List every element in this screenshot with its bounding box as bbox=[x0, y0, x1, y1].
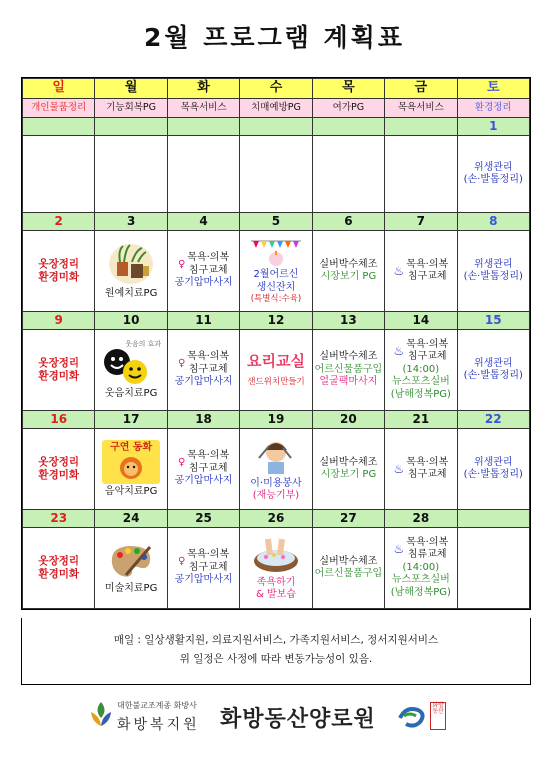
sub-thu: 여가PG bbox=[312, 99, 384, 118]
sun-cell: 옷장정리 환경미화 bbox=[23, 528, 95, 609]
week2-dates: 2 3 4 5 6 7 8 bbox=[23, 213, 530, 231]
day-mon: 월 bbox=[95, 79, 167, 99]
birthday-banner-icon bbox=[249, 237, 303, 267]
sub-tue: 목욕서비스 bbox=[167, 99, 239, 118]
female-symbol-icon: ♀ bbox=[177, 555, 186, 567]
week3-body bbox=[23, 330, 530, 411]
wed-cell: 2월어르신 생신잔치 (특별식:수육) bbox=[240, 231, 312, 312]
wed-cell: 족욕하기 & 발보습 bbox=[240, 528, 312, 609]
sun-cell: 옷장정리 환경미화 bbox=[23, 330, 95, 411]
bath-icon: ♨ bbox=[393, 263, 405, 278]
hair-salon-icon bbox=[251, 436, 301, 476]
week5-dates: 23 24 25 26 27 28 bbox=[23, 510, 530, 528]
mon-cell: 원예치료PG bbox=[95, 231, 167, 312]
female-symbol-icon: ♀ bbox=[177, 357, 186, 369]
org-subtitle: 대한불교조계종 화방사 bbox=[117, 701, 197, 710]
week1-body bbox=[23, 136, 530, 213]
smiley-icon bbox=[101, 346, 157, 386]
day-sat: 토 bbox=[457, 79, 529, 99]
mon-cell: 구연 동화 음악치료PG bbox=[95, 429, 167, 510]
sub-sun: 개인물품정리 bbox=[23, 99, 95, 118]
sun-cell: 옷장정리 환경미화 bbox=[23, 231, 95, 312]
seal-stamp: 화방동산 bbox=[430, 702, 446, 730]
tue-cell: ♀ 목욕·의복 침구교체 공기압마사지 bbox=[167, 429, 239, 510]
sat-cell: 위생관리 (손·발톱정리) bbox=[457, 136, 529, 213]
tue-cell: ♀ 목욕·의복 침구교체 공기압마사지 bbox=[167, 330, 239, 411]
sub-wed: 치매예방PG bbox=[240, 99, 312, 118]
facility-name: 화방동산양로원 bbox=[220, 707, 376, 732]
paint-palette-icon bbox=[106, 541, 156, 581]
day-thu: 목 bbox=[312, 79, 384, 99]
week3-dates: 9 10 11 12 13 14 15 bbox=[23, 312, 530, 330]
bath-icon: ♨ bbox=[393, 461, 405, 476]
sat-cell bbox=[457, 528, 529, 609]
sub-sat: 환경정리 bbox=[457, 99, 529, 118]
tue-cell: ♀ 목욕·의복 침구교체 공기압마사지 bbox=[167, 231, 239, 312]
lotus-logo-icon bbox=[88, 700, 114, 730]
foot-bath-icon bbox=[250, 535, 302, 575]
weekday-header-row bbox=[23, 79, 530, 99]
bath-icon: ♨ bbox=[393, 343, 405, 358]
sat-cell: 위생관리 (손·발톱정리) bbox=[457, 231, 529, 312]
fri-cell: ♨ 목욕·의복 침구교체 bbox=[385, 429, 457, 510]
mon-cell: 웃음의 효과 웃음치료PG bbox=[95, 330, 167, 411]
female-symbol-icon: ♀ bbox=[177, 258, 186, 270]
sub-fri: 목욕서비스 bbox=[385, 99, 457, 118]
week2-body bbox=[23, 231, 530, 312]
thu-cell: 실버박수체조 어르신물품구입 얼굴팩마사지 bbox=[312, 330, 384, 411]
plant-pot-icon bbox=[108, 242, 154, 286]
footer-notes bbox=[21, 618, 531, 685]
thu-cell: 실버박수체조 시장보기 PG bbox=[312, 429, 384, 510]
day-wed: 수 bbox=[240, 79, 312, 99]
brand-bar bbox=[0, 694, 549, 744]
thu-cell: 실버박수체조 시장보기 PG bbox=[312, 231, 384, 312]
page-title: 2월 프로그램 계획표 bbox=[143, 23, 405, 52]
female-symbol-icon: ♀ bbox=[177, 456, 186, 468]
bath-icon: ♨ bbox=[393, 541, 405, 556]
day-sun: 일 bbox=[23, 79, 95, 99]
week5-body bbox=[23, 528, 530, 609]
fri-cell: ♨ 목욕·의복 침구교체 (14:00) 뉴스포츠실버 (남해정복PG) bbox=[385, 330, 457, 411]
footer-line-notice: 위 일정은 사정에 따라 변동가능성이 있음. bbox=[179, 653, 373, 665]
day-tue: 화 bbox=[167, 79, 239, 99]
footer-line-daily: 매일 : 일상생활지원, 의료지원서비스, 가족지원서비스, 정서지원서비스 bbox=[113, 634, 439, 646]
fri-cell: ♨ 목욕·의복 침구교체 bbox=[385, 231, 457, 312]
date-cell: 1 bbox=[457, 118, 529, 136]
fri-cell: ♨ 목욕·의복 침류교체 (14:00) 뉴스포츠실버 (남해정복PG) bbox=[385, 528, 457, 609]
subheader-row bbox=[23, 99, 530, 118]
smiley-image: 웃음의 효과 bbox=[101, 340, 161, 386]
thu-cell: 실버박수체조 어르신물품구입 bbox=[312, 528, 384, 609]
org-name: 화방복지원 bbox=[117, 717, 200, 733]
tue-cell: ♀ 목욕·의복 침구교체 공기압마사지 bbox=[167, 528, 239, 609]
sat-cell: 위생관리 (손·발톱정리) bbox=[457, 330, 529, 411]
sun-cell: 옷장정리 환경미화 bbox=[23, 429, 95, 510]
sub-mon: 기능회복PG bbox=[95, 99, 167, 118]
day-fri: 금 bbox=[385, 79, 457, 99]
wed-cell: 요리교실 샌드위치만들기 bbox=[240, 330, 312, 411]
calendar bbox=[21, 77, 531, 610]
storytelling-image: 구연 동화 bbox=[102, 440, 160, 484]
mon-cell: 미술치료PG bbox=[95, 528, 167, 609]
week1-dates bbox=[23, 118, 530, 136]
lion-icon bbox=[111, 454, 151, 480]
sat-cell: 위생관리 (손·발톱정리) bbox=[457, 429, 529, 510]
week4-dates: 16 17 18 19 20 21 22 bbox=[23, 411, 530, 429]
cooking-class-logo: 요리교실 bbox=[246, 352, 305, 371]
swirl-logo-icon bbox=[396, 702, 428, 730]
wed-cell: 이·미용봉사 (재능기부) bbox=[240, 429, 312, 510]
week4-body bbox=[23, 429, 530, 510]
